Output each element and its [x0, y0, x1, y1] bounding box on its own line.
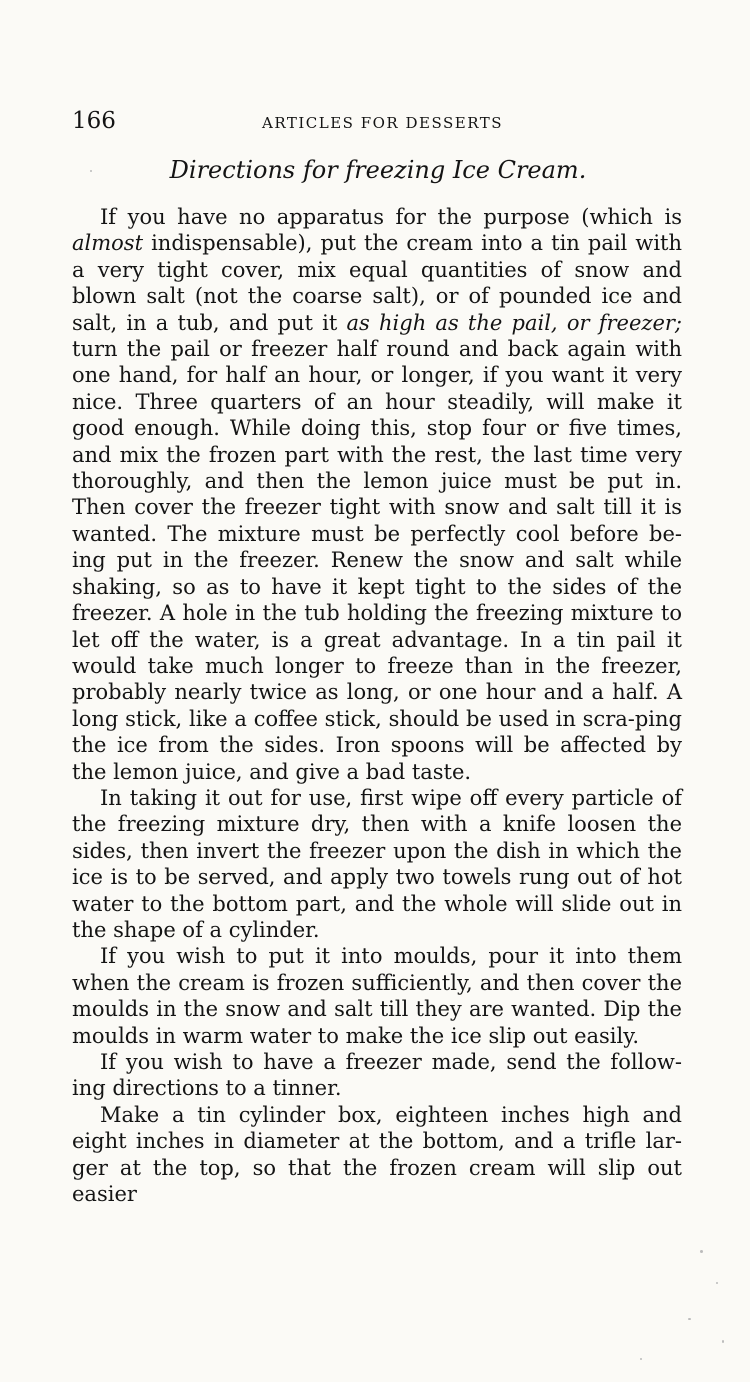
paragraph-4: If you wish to have a freezer made, send the follow-ing directions to a tinner. [72, 1050, 682, 1101]
paper-speck [90, 170, 92, 172]
page-header [72, 108, 684, 142]
emphasis-almost: almost [72, 231, 144, 256]
paragraph-1 [72, 204, 682, 785]
paper-speck [700, 1250, 703, 1253]
emphasis-as-high-as-the-pail: as high as the pail, or freezer; [346, 310, 682, 335]
paper-speck [688, 1318, 691, 1320]
running-head: ARTICLES FOR DESSERTS [262, 114, 504, 132]
page-number: 166 [72, 108, 116, 134]
paragraph-5: Make a tin cylinder box, eighteen inches high and eight inches in diameter at the bottom, and a trifle lar-ger at the top, so that the frozen cream will slip out easier [72, 1102, 682, 1207]
section-title: Directions for freezing Ice Cream. [169, 156, 587, 184]
paper-speck [640, 1358, 642, 1360]
paragraph-1-part-b: indispensable), put the cream into a tin pail with a very tight cover, mix equal quantities of snow and blown salt (not the coarse salt), or of pounded ice and salt, in a tub, and put it [72, 231, 682, 335]
paragraph-1-part-c: turn the pail or freezer half round and back again with one hand, for half an hour, or longer, if you want it very nice. Three quarters of an hour steadily, will make it good enough. While doing this, stop four or five times, and mix the frozen part with the rest, the last time very thoroughly, and then the lemon juice must be put in. Then cover the freezer tight with snow and salt till it is wanted. The mixture must be perfectly cool before be-ing put in the freezer. Renew the snow and salt while shaking, so as to have it kept tight to the sides of the freezer. A hole in the tub holding the freezing mixture to let off the water, is a great advantage. In a tin pail it would take much longer to freeze than in the freezer, probably nearly twice as long, or one hour and a half. A long stick, like a coffee stick, should be used in scra-ping the ice from the sides. Iron spoons will be affected by the lemon juice, and give a bad taste. [72, 337, 682, 784]
paper-speck [722, 1340, 724, 1343]
paragraph-1-part-a: If you have no apparatus for the purpose (which is [100, 205, 682, 229]
body-text [72, 204, 682, 1207]
paper-speck [716, 1282, 718, 1284]
paragraph-3: If you wish to put it into moulds, pour it into them when the cream is frozen sufficiently, and then cover the moulds in the snow and salt till they are wanted. Dip the moulds in warm water to make the ice slip out easily. [72, 944, 682, 1048]
paragraph-2: In taking it out for use, first wipe off every particle of the freezing mixture dry, then with a knife loosen the sides, then invert the freezer upon the dish in which the ice is to be served, and apply two towels rung out of hot water to the bottom part, and the whole will slide out in the shape of a cylinder. [72, 785, 682, 942]
